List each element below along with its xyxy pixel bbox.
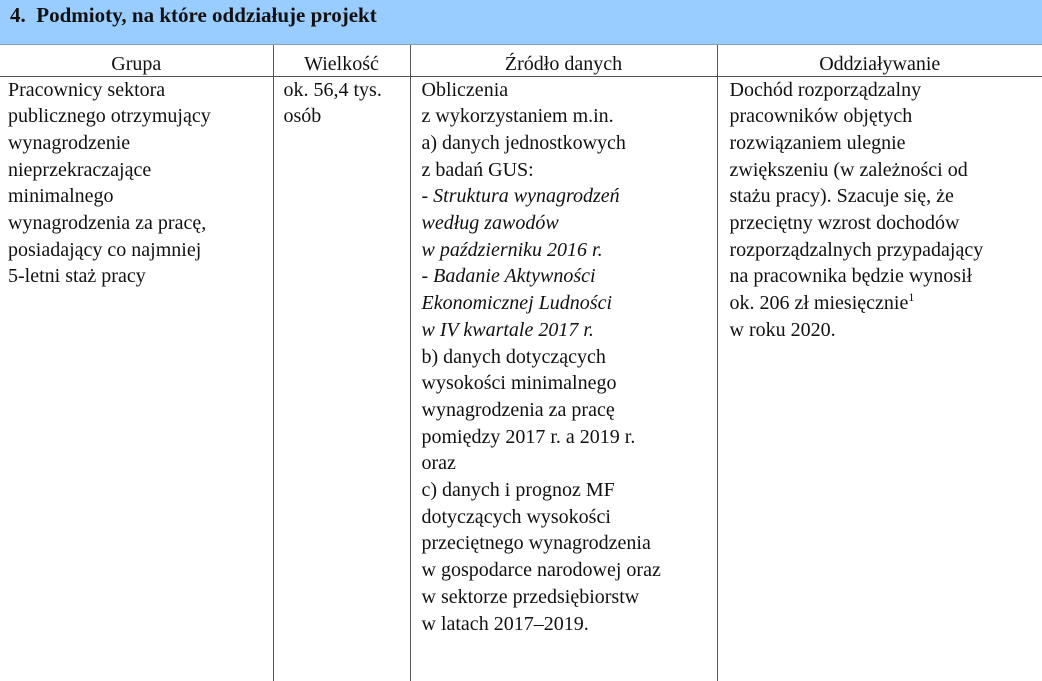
impact-line: rozporządzalnych przypadający bbox=[729, 238, 984, 261]
source-line: w październiku 2016 r. bbox=[421, 238, 603, 261]
group-line: publicznego otrzymujący bbox=[8, 105, 211, 128]
impact-line: ok. 206 zł miesięcznie$^1$ bbox=[729, 290, 915, 315]
source-line: pomiędzy 2017 r. a 2019 r. bbox=[421, 425, 636, 448]
impact-cell bbox=[717, 76, 1042, 681]
group-line: wynagrodzenie bbox=[8, 131, 131, 154]
source-line: w gospodarce narodowej oraz bbox=[421, 559, 661, 582]
impact-line: stażu pracy). Szacuje się, że bbox=[729, 185, 954, 208]
section-title-text: Podmioty, na które oddziałuje projekt bbox=[36, 3, 377, 27]
source-line: z badań GUS: bbox=[421, 158, 534, 181]
affected-entities-table bbox=[0, 45, 1042, 681]
group-line: nieprzekraczające bbox=[8, 158, 152, 181]
impact-line: przeciętny wzrost dochodów bbox=[729, 212, 960, 235]
section-title bbox=[10, 2, 377, 28]
footnote-marker: 1 bbox=[908, 290, 915, 305]
source-line: wynagrodzenia za pracę bbox=[421, 398, 615, 421]
source-line: Ekonomicznej Ludności bbox=[421, 292, 613, 315]
group-line: Pracownicy sektora bbox=[8, 78, 166, 101]
source-line: b) danych dotyczących bbox=[421, 345, 606, 368]
table-header-row bbox=[0, 45, 1042, 76]
size-cell bbox=[273, 76, 410, 681]
column-header-source: Źródło danych bbox=[410, 45, 717, 76]
impact-line: pracowników objętych bbox=[729, 105, 913, 128]
impact-line: w roku 2020. bbox=[729, 318, 836, 341]
section-number: 4. bbox=[10, 3, 26, 27]
source-line: w sektorze przedsiębiorstw bbox=[421, 585, 640, 608]
impact-line: rozwiązaniem ulegnie bbox=[729, 131, 906, 154]
group-line: minimalnego bbox=[8, 185, 114, 208]
group-line: posiadający co najmniej bbox=[8, 238, 202, 261]
source-line: dotyczących wysokości bbox=[421, 505, 611, 528]
column-header-group: Grupa bbox=[0, 45, 273, 76]
source-line: oraz bbox=[421, 452, 456, 475]
column-header-impact: Oddziaływanie bbox=[717, 45, 1042, 76]
impact-line: Dochód rozporządzalny bbox=[729, 78, 922, 101]
source-line: a) danych jednostkowych bbox=[421, 131, 626, 154]
table-row bbox=[0, 76, 1042, 681]
source-line: przeciętnego wynagrodzenia bbox=[421, 532, 651, 555]
impact-line: na pracownika będzie wynosił bbox=[729, 265, 973, 288]
source-line: - Badanie Aktywności bbox=[421, 265, 596, 288]
group-line: 5-letni staż pracy bbox=[8, 265, 146, 288]
source-line: wysokości minimalnego bbox=[421, 372, 617, 395]
column-header-size: Wielkość bbox=[273, 45, 410, 76]
group-cell bbox=[0, 76, 273, 681]
impact-line: zwiększeniu (w zależności od bbox=[729, 158, 968, 181]
source-line: Obliczenia bbox=[421, 78, 509, 101]
source-cell bbox=[410, 76, 717, 681]
section-header bbox=[0, 0, 1042, 45]
group-line: wynagrodzenia za pracę, bbox=[8, 212, 207, 235]
source-line: w IV kwartale 2017 r. bbox=[421, 318, 594, 341]
source-line: z wykorzystaniem m.in. bbox=[421, 105, 614, 128]
source-line: c) danych i prognoz MF bbox=[421, 479, 615, 502]
size-line: ok. 56,4 tys. bbox=[283, 78, 382, 101]
source-line: - Struktura wynagrodzeń bbox=[421, 185, 620, 208]
source-line: według zawodów bbox=[421, 212, 559, 235]
source-line: w latach 2017–2019. bbox=[421, 612, 589, 635]
size-line: osób bbox=[283, 105, 322, 128]
